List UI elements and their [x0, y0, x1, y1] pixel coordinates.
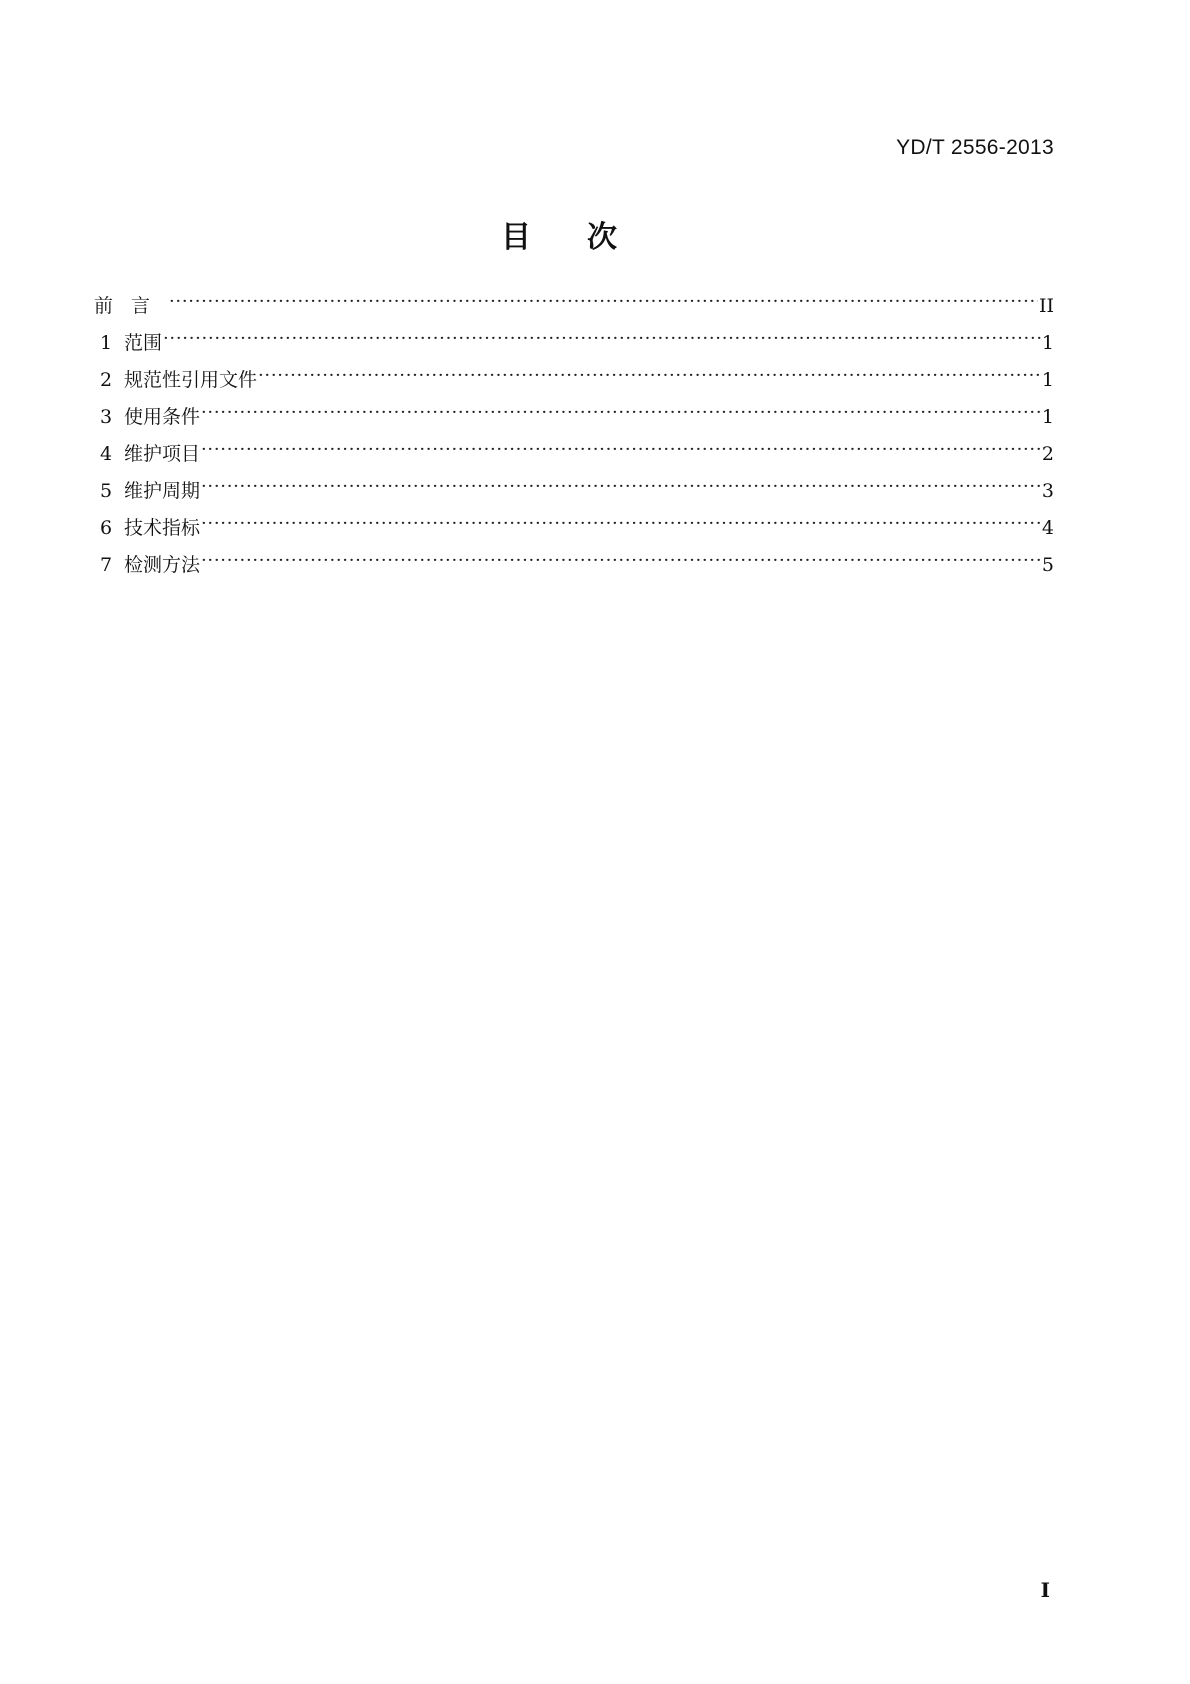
toc-entry-number: 1 — [100, 332, 113, 354]
toc-leader-dots — [169, 289, 1038, 314]
toc-entry-page: 1 — [1041, 332, 1054, 354]
toc-entry-7[interactable] — [94, 553, 1054, 590]
toc-leader-dots — [201, 548, 1041, 573]
toc-entry-page: II — [1038, 295, 1054, 317]
title-char-2: 次 — [587, 220, 617, 255]
title-char-1: 目 — [501, 220, 531, 255]
toc-entry-label: 技术指标 — [124, 517, 201, 539]
toc-entry-number: 3 — [100, 406, 113, 428]
toc-entry-label: 使用条件 — [124, 406, 201, 428]
toc-entry-number: 4 — [100, 443, 113, 465]
toc-entry-page: 4 — [1041, 517, 1054, 539]
toc-entry-label: 检测方法 — [124, 554, 201, 576]
toc-entry-label: 维护周期 — [124, 480, 201, 502]
toc-entry-page: 1 — [1041, 406, 1054, 428]
toc-entry-page: 5 — [1041, 554, 1054, 576]
standard-code: YD/T 2556-2013 — [896, 136, 1054, 159]
toc-leader-dots — [201, 511, 1041, 536]
toc-leader-dots — [258, 363, 1041, 388]
toc-leader-dots — [201, 437, 1041, 462]
toc-leader-dots — [163, 326, 1041, 351]
toc-leader-dots — [201, 400, 1041, 425]
toc-entry-number: 2 — [100, 369, 113, 391]
page-title — [0, 212, 1118, 256]
toc-entry-label: 前言 — [94, 295, 169, 317]
toc-entry-number: 5 — [100, 480, 113, 502]
toc-leader-dots — [201, 474, 1041, 499]
table-of-contents — [94, 294, 1054, 590]
toc-entry-page: 3 — [1041, 480, 1054, 502]
toc-entry-label: 范围 — [124, 332, 163, 354]
toc-entry-page: 2 — [1041, 443, 1054, 465]
toc-entry-label: 规范性引用文件 — [124, 369, 258, 391]
toc-entry-number: 7 — [100, 554, 113, 576]
toc-entry-number: 6 — [100, 517, 113, 539]
toc-entry-page: 1 — [1041, 369, 1054, 391]
page-number: I — [1040, 1578, 1050, 1602]
toc-entry-label: 维护项目 — [124, 443, 201, 465]
